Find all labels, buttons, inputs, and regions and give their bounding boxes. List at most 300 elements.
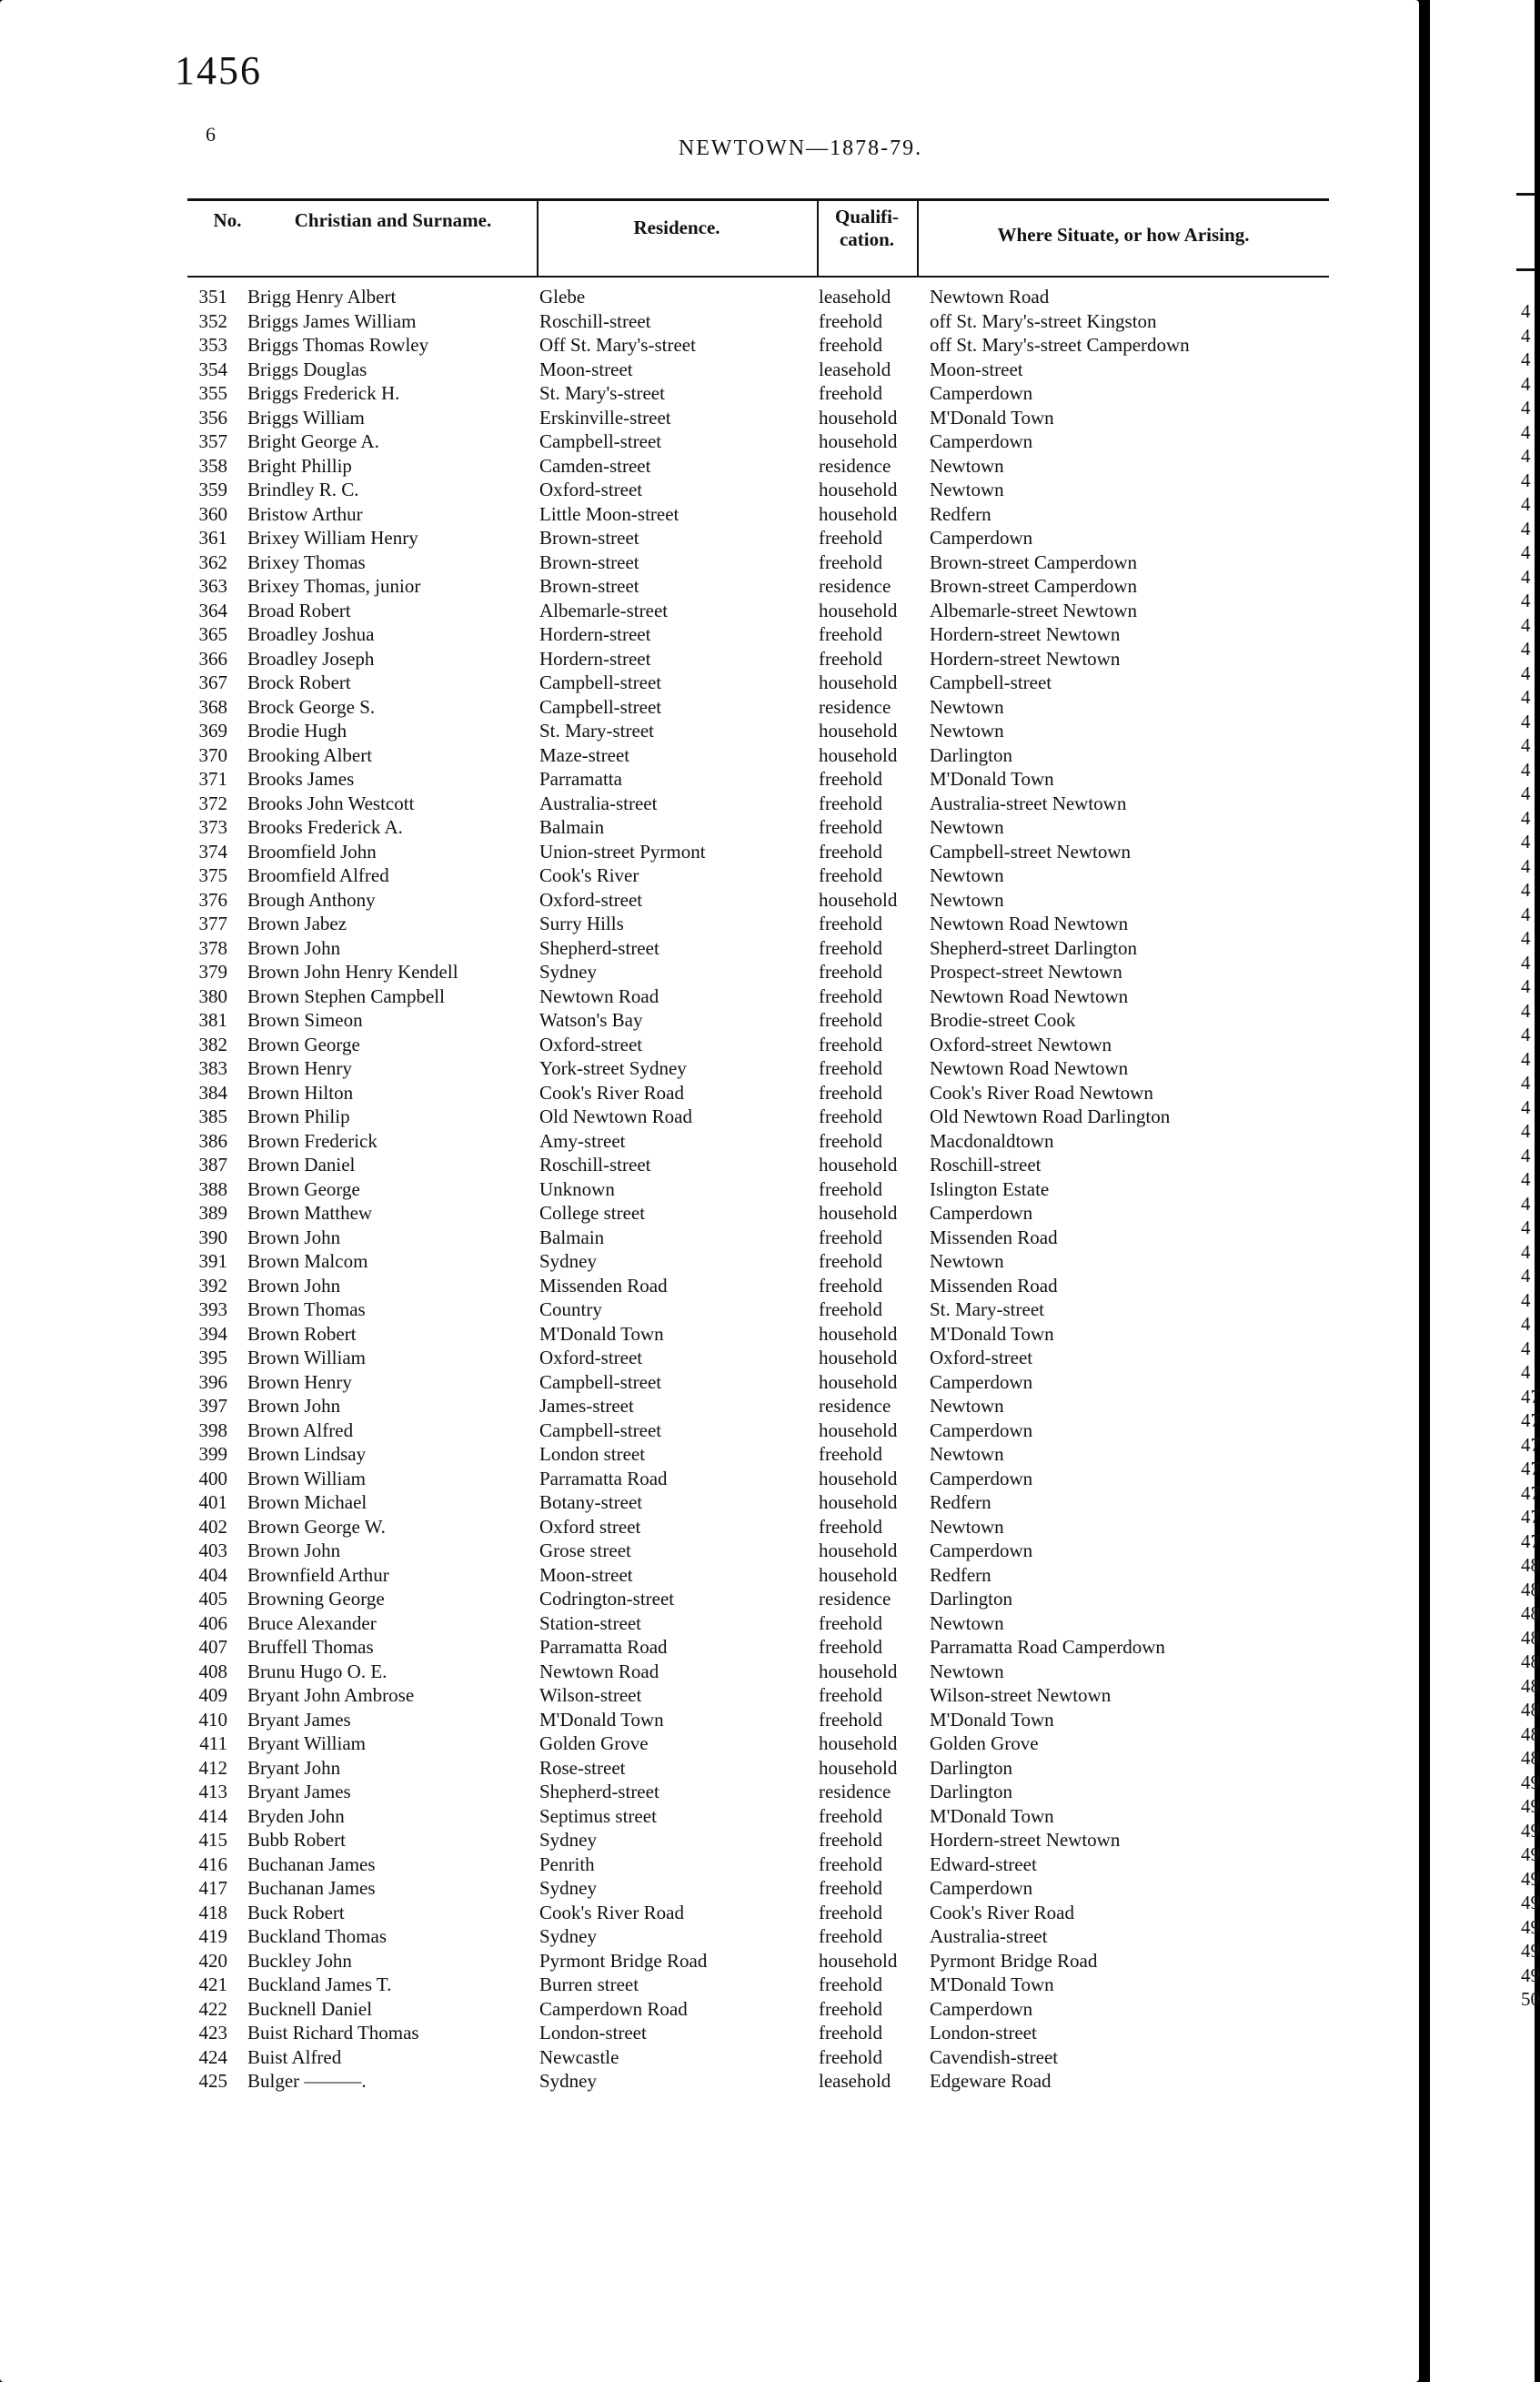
voter-name: Brown Simeon bbox=[247, 1009, 363, 1031]
residence-cell: Little Moon-street bbox=[539, 502, 679, 525]
residence-cell: Old Newtown Road bbox=[539, 1105, 692, 1127]
where-situate-cell: Newtown bbox=[930, 720, 1004, 742]
residence-cell: Sydney bbox=[539, 1829, 597, 1851]
row-number: 351 bbox=[198, 286, 227, 308]
table-row bbox=[0, 2046, 1419, 2071]
where-situate-cell: Cook's River Road bbox=[930, 1901, 1074, 1923]
residence-cell: Camden-street bbox=[539, 454, 651, 477]
row-number: 353 bbox=[198, 334, 227, 356]
table-row bbox=[0, 1902, 1419, 1926]
adjacent-number: 4 bbox=[1521, 324, 1531, 347]
where-situate-cell: Newtown bbox=[930, 1395, 1004, 1417]
adjacent-number: 49 bbox=[1521, 1771, 1540, 1793]
row-number: 414 bbox=[198, 1804, 227, 1827]
table-row bbox=[0, 937, 1419, 962]
voter-name: Brown Thomas bbox=[247, 1298, 366, 1320]
where-situate-cell: Hordern-street Newtown bbox=[930, 623, 1121, 645]
adjacent-number: 47 bbox=[1521, 1433, 1540, 1456]
qualification-cell: household bbox=[819, 671, 898, 693]
adjacent-number: 47 bbox=[1521, 1529, 1540, 1552]
qualification-cell: freehold bbox=[819, 1829, 882, 1851]
where-situate-cell: Redfern bbox=[930, 502, 991, 525]
table-row bbox=[0, 1516, 1419, 1540]
adjacent-number: 4 bbox=[1521, 854, 1531, 877]
table-row bbox=[0, 1539, 1419, 1564]
table-row bbox=[0, 407, 1419, 431]
where-situate-cell: Australia-street Newtown bbox=[930, 792, 1127, 814]
residence-cell: Wilson-street bbox=[539, 1684, 642, 1706]
residence-cell: Watson's Bay bbox=[539, 1009, 643, 1031]
where-situate-cell: Edward-street bbox=[930, 1852, 1037, 1875]
qualification-cell: freehold bbox=[819, 1611, 882, 1634]
residence-cell: Codrington-street bbox=[539, 1588, 675, 1610]
table-row bbox=[0, 913, 1419, 937]
qualification-cell: freehold bbox=[819, 550, 882, 573]
voter-name: Bright George A. bbox=[247, 430, 379, 452]
table-row bbox=[0, 1154, 1419, 1178]
row-number: 404 bbox=[198, 1563, 227, 1586]
voter-name: Buckland James T. bbox=[247, 1973, 392, 1995]
adjacent-rule bbox=[1516, 193, 1535, 196]
qualification-cell: household bbox=[819, 406, 898, 429]
table-row bbox=[0, 1925, 1419, 1950]
qualification-cell: household bbox=[819, 430, 898, 452]
where-situate-cell: Camperdown bbox=[930, 1997, 1033, 2020]
residence-cell: Sydney bbox=[539, 2070, 597, 2092]
where-situate-cell: Camperdown bbox=[930, 1467, 1033, 1489]
residence-cell: Shepherd-street bbox=[539, 936, 659, 959]
row-number: 397 bbox=[198, 1395, 227, 1417]
qualification-cell: freehold bbox=[819, 1298, 882, 1320]
voter-name: Brown Stephen Campbell bbox=[247, 984, 445, 1007]
voter-name: Brown Philip bbox=[247, 1105, 350, 1127]
residence-cell: Balmain bbox=[539, 1226, 605, 1248]
row-number: 361 bbox=[198, 527, 227, 549]
qualification-cell: household bbox=[819, 720, 898, 742]
row-number: 381 bbox=[198, 1009, 227, 1031]
residence-cell: London street bbox=[539, 1443, 646, 1465]
qualification-cell: freehold bbox=[819, 1081, 882, 1104]
residence-cell: Erskinville-street bbox=[539, 406, 671, 429]
voter-name: Brooks James bbox=[247, 768, 355, 790]
qualification-cell: household bbox=[819, 502, 898, 525]
voter-name: Buckley John bbox=[247, 1949, 352, 1972]
folio-stamp: 1456 bbox=[175, 48, 262, 93]
table-row bbox=[0, 961, 1419, 985]
where-situate-cell: Newtown Road Newtown bbox=[930, 984, 1129, 1007]
table-row bbox=[0, 1347, 1419, 1371]
row-number: 407 bbox=[198, 1636, 227, 1658]
table-row bbox=[0, 1202, 1419, 1226]
adjacent-number: 4 bbox=[1521, 1072, 1531, 1094]
residence-cell: St. Mary-street bbox=[539, 720, 654, 742]
where-situate-cell: Newtown bbox=[930, 695, 1004, 718]
where-situate-cell: Camperdown bbox=[930, 430, 1033, 452]
voter-name: Buist Alfred bbox=[247, 2045, 342, 2068]
qualification-cell: residence bbox=[819, 454, 891, 477]
row-number: 369 bbox=[198, 720, 227, 742]
table-row bbox=[0, 479, 1419, 503]
row-number: 392 bbox=[198, 1274, 227, 1297]
voter-name: Briggs William bbox=[247, 406, 365, 429]
row-number: 424 bbox=[198, 2045, 227, 2068]
row-number: 401 bbox=[198, 1491, 227, 1513]
qualification-cell: freehold bbox=[819, 840, 882, 863]
table-row bbox=[0, 2070, 1419, 2094]
where-situate-cell: London-street bbox=[930, 2022, 1037, 2044]
row-number: 354 bbox=[198, 358, 227, 380]
table-row bbox=[0, 1395, 1419, 1419]
residence-cell: Missenden Road bbox=[539, 1274, 668, 1297]
table-row bbox=[0, 1105, 1419, 1130]
row-number: 415 bbox=[198, 1829, 227, 1851]
residence-cell: Off St. Mary's-street bbox=[539, 334, 696, 356]
where-situate-cell: Camperdown bbox=[930, 382, 1033, 404]
voter-name: Brown Alfred bbox=[247, 1418, 354, 1441]
adjacent-number: 4 bbox=[1521, 541, 1531, 563]
residence-cell: Campbell-street bbox=[539, 671, 662, 693]
qualification-cell: freehold bbox=[819, 1177, 882, 1200]
table-row bbox=[0, 1178, 1419, 1203]
row-number: 409 bbox=[198, 1684, 227, 1706]
adjacent-number: 4 bbox=[1521, 1361, 1531, 1383]
voter-name: Bristow Arthur bbox=[247, 502, 363, 525]
table-row bbox=[0, 1034, 1419, 1058]
residence-cell: Oxford-street bbox=[539, 479, 643, 500]
qualification-cell: freehold bbox=[819, 1250, 882, 1272]
row-number: 425 bbox=[198, 2070, 227, 2092]
where-situate-cell: Cavendish-street bbox=[930, 2045, 1059, 2068]
header-where: Where Situate, or how Arising. bbox=[997, 224, 1250, 246]
adjacent-number: 4 bbox=[1521, 1216, 1531, 1238]
adjacent-number: 4 bbox=[1521, 1265, 1531, 1287]
voter-name: Brown George W. bbox=[247, 1515, 386, 1538]
adjacent-number: 4 bbox=[1521, 1024, 1531, 1045]
row-number: 423 bbox=[198, 2022, 227, 2044]
adjacent-number: 48 bbox=[1521, 1626, 1540, 1649]
row-number: 357 bbox=[198, 430, 227, 452]
voter-name: Brough Anthony bbox=[247, 888, 376, 911]
row-number: 413 bbox=[198, 1781, 227, 1802]
qualification-cell: household bbox=[819, 1756, 898, 1779]
voter-name: Broad Robert bbox=[247, 599, 351, 621]
qualification-cell: freehold bbox=[819, 1443, 882, 1465]
table-row bbox=[0, 1636, 1419, 1660]
adjacent-number: 4 bbox=[1521, 1095, 1531, 1118]
qualification-cell: freehold bbox=[819, 382, 882, 404]
where-situate-cell: Newtown Road Newtown bbox=[930, 1057, 1129, 1079]
where-situate-cell: Camperdown bbox=[930, 527, 1033, 549]
voter-name: Brown Henry bbox=[247, 1057, 352, 1079]
voter-name: Bryant John bbox=[247, 1756, 341, 1779]
qualification-cell: residence bbox=[819, 695, 891, 718]
voter-name: Buchanan James bbox=[247, 1877, 376, 1899]
where-situate-cell: Newtown bbox=[930, 888, 1004, 911]
adjacent-number: 4 bbox=[1521, 1047, 1531, 1070]
row-number: 389 bbox=[198, 1202, 227, 1224]
table-row bbox=[0, 841, 1419, 865]
qualification-cell: freehold bbox=[819, 1636, 882, 1658]
qualification-cell: residence bbox=[819, 1395, 891, 1417]
where-situate-cell: Redfern bbox=[930, 1563, 991, 1586]
qualification-cell: leasehold bbox=[819, 2070, 891, 2092]
where-situate-cell: Camperdown bbox=[930, 1877, 1033, 1899]
row-number: 418 bbox=[198, 1901, 227, 1923]
adjacent-number: 48 bbox=[1521, 1699, 1540, 1721]
voter-name: Briggs Thomas Rowley bbox=[247, 334, 429, 356]
table-row bbox=[0, 430, 1419, 455]
where-situate-cell: off St. Mary's-street Camperdown bbox=[930, 334, 1190, 356]
adjacent-number: 47 bbox=[1521, 1385, 1540, 1408]
row-number: 377 bbox=[198, 913, 227, 934]
adjacent-number: 4 bbox=[1521, 806, 1531, 829]
voter-name: Brown William bbox=[247, 1467, 367, 1489]
adjacent-number: 4 bbox=[1521, 734, 1531, 756]
voter-name: Bryant James bbox=[247, 1781, 351, 1802]
where-situate-cell: Shepherd-street Darlington bbox=[930, 936, 1138, 959]
row-number: 406 bbox=[198, 1611, 227, 1634]
where-situate-cell: Prospect-street Newtown bbox=[930, 961, 1122, 983]
qualification-cell: freehold bbox=[819, 527, 882, 549]
qualification-cell: freehold bbox=[819, 1515, 882, 1538]
where-situate-cell: Redfern bbox=[930, 1491, 991, 1513]
voter-name: Brown Frederick bbox=[247, 1129, 377, 1152]
residence-cell: St. Mary's-street bbox=[539, 382, 665, 404]
adjacent-number: 48 bbox=[1521, 1650, 1540, 1672]
where-situate-cell: Albemarle-street Newtown bbox=[930, 599, 1137, 621]
row-number: 416 bbox=[198, 1852, 227, 1875]
table-row bbox=[0, 792, 1419, 817]
voter-name: Bryant John Ambrose bbox=[247, 1684, 415, 1706]
residence-cell: Hordern-street bbox=[539, 623, 651, 645]
qualification-cell: freehold bbox=[819, 1105, 882, 1127]
table-row bbox=[0, 985, 1419, 1010]
row-number: 360 bbox=[198, 502, 227, 525]
adjacent-number: 4 bbox=[1521, 613, 1531, 636]
table-row bbox=[0, 1468, 1419, 1492]
residence-cell: Grose street bbox=[539, 1539, 631, 1561]
voter-name: Brooking Albert bbox=[247, 743, 373, 766]
residence-cell: Camperdown Road bbox=[539, 1997, 688, 2020]
residence-cell: Newtown Road bbox=[539, 1660, 659, 1682]
voter-name: Brooks Frederick A. bbox=[247, 816, 403, 838]
voter-name: Bruce Alexander bbox=[247, 1611, 377, 1634]
row-number: 355 bbox=[198, 382, 227, 404]
adjacent-number: 4 bbox=[1521, 951, 1531, 974]
table-row bbox=[0, 720, 1419, 744]
where-situate-cell: Campbell-street Newtown bbox=[930, 840, 1132, 863]
residence-cell: Septimus street bbox=[539, 1804, 657, 1827]
adjacent-number: 4 bbox=[1521, 638, 1531, 660]
adjacent-number: 48 bbox=[1521, 1722, 1540, 1745]
qualification-cell: freehold bbox=[819, 961, 882, 983]
qualification-cell: household bbox=[819, 1491, 898, 1513]
voter-name: Brown Robert bbox=[247, 1322, 357, 1345]
qualification-cell: freehold bbox=[819, 768, 882, 790]
table-row bbox=[0, 503, 1419, 528]
table-row bbox=[0, 1443, 1419, 1468]
residence-cell: Rose-street bbox=[539, 1756, 626, 1779]
qualification-cell: freehold bbox=[819, 647, 882, 670]
row-number: 368 bbox=[198, 695, 227, 718]
table-row bbox=[0, 1877, 1419, 1902]
voter-name: Buck Robert bbox=[247, 1901, 345, 1923]
residence-cell: Brown-street bbox=[539, 575, 639, 597]
residence-cell: Oxford street bbox=[539, 1515, 641, 1538]
qualification-cell: household bbox=[819, 1347, 898, 1368]
table-row bbox=[0, 696, 1419, 721]
where-situate-cell: Islington Estate bbox=[930, 1177, 1050, 1200]
table-row bbox=[0, 1009, 1419, 1034]
qualification-cell: freehold bbox=[819, 1129, 882, 1152]
header-name: Christian and Surname. bbox=[294, 209, 492, 231]
table-row bbox=[0, 1226, 1419, 1251]
adjacent-number: 49 bbox=[1521, 1892, 1540, 1913]
voter-name: Brown Daniel bbox=[247, 1154, 356, 1176]
qualification-cell: household bbox=[819, 1539, 898, 1561]
where-situate-cell: Edgeware Road bbox=[930, 2070, 1052, 2092]
table-row bbox=[0, 1564, 1419, 1589]
qualification-cell: freehold bbox=[819, 1804, 882, 1827]
where-situate-cell: Brown-street Camperdown bbox=[930, 575, 1138, 597]
qualification-cell: residence bbox=[819, 1781, 891, 1802]
adjacent-number: 4 bbox=[1521, 903, 1531, 925]
voter-name: Brown Jabez bbox=[247, 913, 347, 934]
residence-cell: Botany-street bbox=[539, 1491, 643, 1513]
voter-name: Brown Malcom bbox=[247, 1250, 368, 1272]
where-situate-cell: Darlington bbox=[930, 1756, 1012, 1779]
table-row bbox=[0, 1781, 1419, 1805]
voter-name: Bright Phillip bbox=[247, 454, 352, 477]
voter-name: Brixey Thomas bbox=[247, 550, 366, 573]
table-row bbox=[0, 1757, 1419, 1781]
where-situate-cell: off St. Mary's-street Kingston bbox=[930, 309, 1157, 332]
qualification-cell: residence bbox=[819, 1588, 891, 1610]
table-row bbox=[0, 1853, 1419, 1878]
table-row bbox=[0, 1130, 1419, 1155]
adjacent-number: 4 bbox=[1521, 1144, 1531, 1166]
table-row bbox=[0, 1998, 1419, 2023]
residence-cell: M'Donald Town bbox=[539, 1322, 664, 1345]
voter-name: Brindley R. C. bbox=[247, 479, 359, 500]
page-number: 6 bbox=[206, 123, 216, 146]
qualification-cell: leasehold bbox=[819, 286, 891, 308]
residence-cell: Parramatta Road bbox=[539, 1467, 668, 1489]
row-number: 411 bbox=[199, 1732, 227, 1754]
voter-name: Buchanan James bbox=[247, 1852, 376, 1875]
table-row bbox=[0, 1684, 1419, 1709]
where-situate-cell: M'Donald Town bbox=[930, 1973, 1054, 1995]
voter-name: Brock George S. bbox=[247, 695, 376, 718]
adjacent-number: 4 bbox=[1521, 999, 1531, 1022]
residence-cell: Campbell-street bbox=[539, 695, 662, 718]
where-situate-cell: Brown-street Camperdown bbox=[930, 550, 1138, 573]
where-situate-cell: Newtown bbox=[930, 1660, 1004, 1682]
adjacent-number: 4 bbox=[1521, 420, 1531, 443]
table-row bbox=[0, 1805, 1419, 1830]
row-number: 378 bbox=[198, 936, 227, 959]
row-number: 398 bbox=[198, 1418, 227, 1441]
adjacent-number: 4 bbox=[1521, 927, 1531, 949]
residence-cell: Country bbox=[539, 1298, 602, 1320]
header-residence: Residence. bbox=[633, 217, 720, 238]
voter-name: Broadley Joshua bbox=[247, 623, 375, 645]
residence-cell: Maze-street bbox=[539, 743, 630, 766]
table-row bbox=[0, 1973, 1419, 1998]
qualification-cell: household bbox=[819, 1370, 898, 1393]
row-number: 395 bbox=[198, 1347, 227, 1368]
where-situate-cell: Brodie-street Cook bbox=[930, 1009, 1076, 1031]
residence-cell: James-street bbox=[539, 1395, 634, 1417]
qualification-cell: freehold bbox=[819, 1852, 882, 1875]
row-number: 396 bbox=[198, 1370, 227, 1393]
voter-name: Broomfield Alfred bbox=[247, 864, 389, 886]
voter-name: Brown William bbox=[247, 1347, 367, 1368]
adjacent-number: 4 bbox=[1521, 710, 1531, 732]
table-row bbox=[0, 1732, 1419, 1757]
qualification-cell: freehold bbox=[819, 334, 882, 356]
where-situate-cell: Newtown bbox=[930, 1250, 1004, 1272]
row-number: 363 bbox=[198, 575, 227, 597]
qualification-cell: freehold bbox=[819, 1997, 882, 2020]
qualification-cell: freehold bbox=[819, 1877, 882, 1899]
adjacent-number: 49 bbox=[1521, 1795, 1540, 1817]
table-row bbox=[0, 648, 1419, 672]
where-situate-cell: Camperdown bbox=[930, 1370, 1033, 1393]
adjacent-number: 48 bbox=[1521, 1674, 1540, 1697]
table-row bbox=[0, 286, 1419, 310]
table-row bbox=[0, 1829, 1419, 1853]
row-number: 388 bbox=[198, 1177, 227, 1200]
qualification-cell: household bbox=[819, 888, 898, 911]
adjacent-number: 4 bbox=[1521, 1240, 1531, 1263]
where-situate-cell: Darlington bbox=[930, 1781, 1012, 1802]
header-no: No. bbox=[213, 209, 242, 231]
adjacent-number: 47 bbox=[1521, 1409, 1540, 1431]
voter-name: Brown Matthew bbox=[247, 1202, 373, 1224]
residence-cell: Campbell-street bbox=[539, 430, 662, 452]
adjacent-number: 4 bbox=[1521, 686, 1531, 708]
qualification-cell: leasehold bbox=[819, 358, 891, 380]
qualification-cell: household bbox=[819, 599, 898, 621]
table-row bbox=[0, 358, 1419, 383]
row-number: 420 bbox=[198, 1949, 227, 1972]
row-number: 371 bbox=[198, 768, 227, 790]
where-situate-cell: Parramatta Road Camperdown bbox=[930, 1636, 1165, 1658]
row-number: 382 bbox=[198, 1033, 227, 1055]
voter-name: Bryant James bbox=[247, 1708, 351, 1731]
where-situate-cell: Camperdown bbox=[930, 1202, 1033, 1224]
qualification-cell: household bbox=[819, 743, 898, 766]
adjacent-number: 4 bbox=[1521, 469, 1531, 491]
residence-cell: Roschill-street bbox=[539, 309, 651, 332]
table-row bbox=[0, 551, 1419, 576]
row-number: 403 bbox=[198, 1539, 227, 1561]
qualification-cell: household bbox=[819, 1154, 898, 1176]
voter-name: Broomfield John bbox=[247, 840, 377, 863]
voter-name: Brown Hilton bbox=[247, 1081, 354, 1104]
voter-name: Buckland Thomas bbox=[247, 1925, 388, 1947]
residence-cell: Oxford-street bbox=[539, 888, 643, 911]
qualification-cell: freehold bbox=[819, 1901, 882, 1923]
where-situate-cell: Campbell-street bbox=[930, 671, 1052, 693]
qualification-cell: freehold bbox=[819, 984, 882, 1007]
where-situate-cell: Moon-street bbox=[930, 358, 1023, 380]
residence-cell: Parramatta bbox=[539, 768, 622, 790]
where-situate-cell: St. Mary-street bbox=[930, 1298, 1044, 1320]
residence-cell: Amy-street bbox=[539, 1129, 626, 1152]
adjacent-number: 4 bbox=[1521, 300, 1531, 322]
